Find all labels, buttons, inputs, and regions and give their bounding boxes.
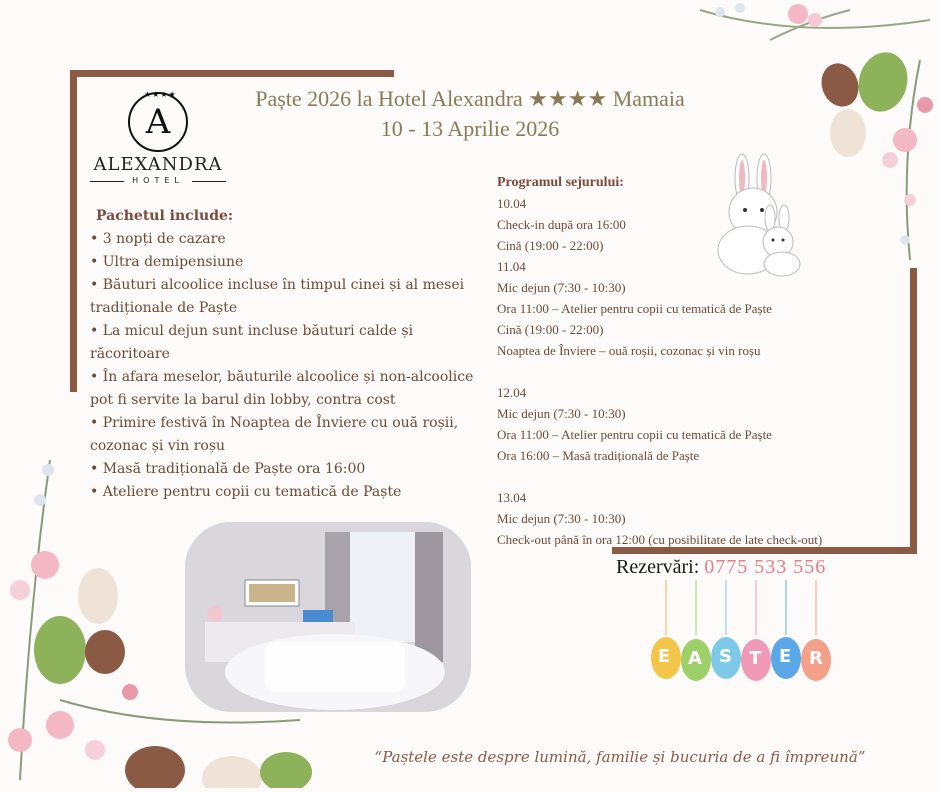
easter-egg-letter: E — [658, 646, 671, 667]
program-day-date: 13.04 — [497, 490, 527, 505]
package-item: • 3 nopți de cazare — [90, 231, 226, 247]
logo-name: ALEXANDRA — [93, 154, 223, 175]
program-line: Noaptea de Înviere – ouă roșii, cozonac și vin roșu — [497, 343, 761, 358]
program-title: Programul sejurului: — [497, 175, 624, 190]
package-item: • Băuturi alcoolice incluse în timpul cinei și al mesei tradiționale de Paște — [90, 277, 465, 316]
easter-egg-letter: E — [779, 646, 792, 667]
package-item: • În afara meselor, băuturile alcoolice și non-alcoolice pot fi servite la barul din lobby, contra cost — [90, 369, 474, 408]
reservation-phone[interactable]: 0775 533 556 — [704, 556, 827, 578]
program-line: Ora 11:00 – Atelier pentru copii cu tematică de Paște — [497, 301, 772, 316]
frame-left-bar — [70, 70, 77, 392]
package-section — [90, 205, 485, 504]
header-title: Paște 2026 la Hotel Alexandra ★★★★ Mamaia — [255, 86, 685, 111]
program-line: Cină (19:00 - 22:00) — [497, 238, 604, 253]
header-dates: 10 - 13 Aprilie 2026 — [380, 116, 560, 141]
program-line: Check-out până în ora 12:00 (cu posibilitate de late check-out) — [497, 532, 823, 547]
package-title: Pachetul include: — [96, 208, 234, 224]
package-item: • La micul dejun sunt incluse băuturi calde și răcoritoare — [90, 323, 414, 362]
program-line: Mic dejun (7:30 - 10:30) — [497, 406, 626, 421]
easter-eggs-banner — [644, 580, 838, 690]
package-item: • Masă tradițională de Paște ora 16:00 — [90, 461, 366, 477]
program-line: Ora 11:00 – Atelier pentru copii cu tematică de Paște — [497, 427, 772, 442]
closing-quote: “Paștele este despre lumină, familie și bucuria de a fi împreună” — [374, 748, 866, 766]
program-line: Ora 16:00 – Masă tradițională de Paște — [497, 448, 700, 463]
program-line: Mic dejun (7:30 - 10:30) — [497, 280, 626, 295]
frame-top-bar — [70, 70, 394, 77]
logo-subtitle: HOTEL — [132, 176, 184, 185]
program-day-date: 12.04 — [497, 385, 527, 400]
page-header — [200, 84, 740, 144]
package-item: • Primire festivă în Noaptea de Înviere cu ouă roșii, cozonac și vin roșu — [90, 415, 459, 454]
program-line: Mic dejun (7:30 - 10:30) — [497, 511, 626, 526]
hotel-room-photo — [185, 522, 471, 712]
reservation-label: Rezervări: — [616, 556, 700, 578]
easter-egg-letter: T — [749, 648, 762, 669]
program-day-date: 11.04 — [497, 259, 526, 274]
program-day-date: 10.04 — [497, 196, 527, 211]
reservation-line — [616, 556, 826, 579]
program-line: Check-in după ora 16:00 — [497, 217, 626, 232]
logo-stars: ★★★★ — [144, 90, 177, 99]
easter-egg-letter: R — [809, 648, 823, 669]
program-spacer — [497, 361, 917, 382]
program-section — [497, 172, 917, 550]
logo-rule-right — [192, 181, 226, 182]
program-line: Cină (19:00 - 22:00) — [497, 322, 604, 337]
logo-letter: A — [128, 92, 188, 152]
package-item: • Ultra demipensiune — [90, 254, 244, 270]
program-spacer — [497, 466, 917, 487]
package-item: • Ateliere pentru copii cu tematică de Paște — [90, 484, 402, 500]
easter-egg-letter: S — [719, 646, 732, 667]
easter-egg-letter: A — [688, 648, 702, 669]
bunnies-illustration — [712, 150, 808, 280]
